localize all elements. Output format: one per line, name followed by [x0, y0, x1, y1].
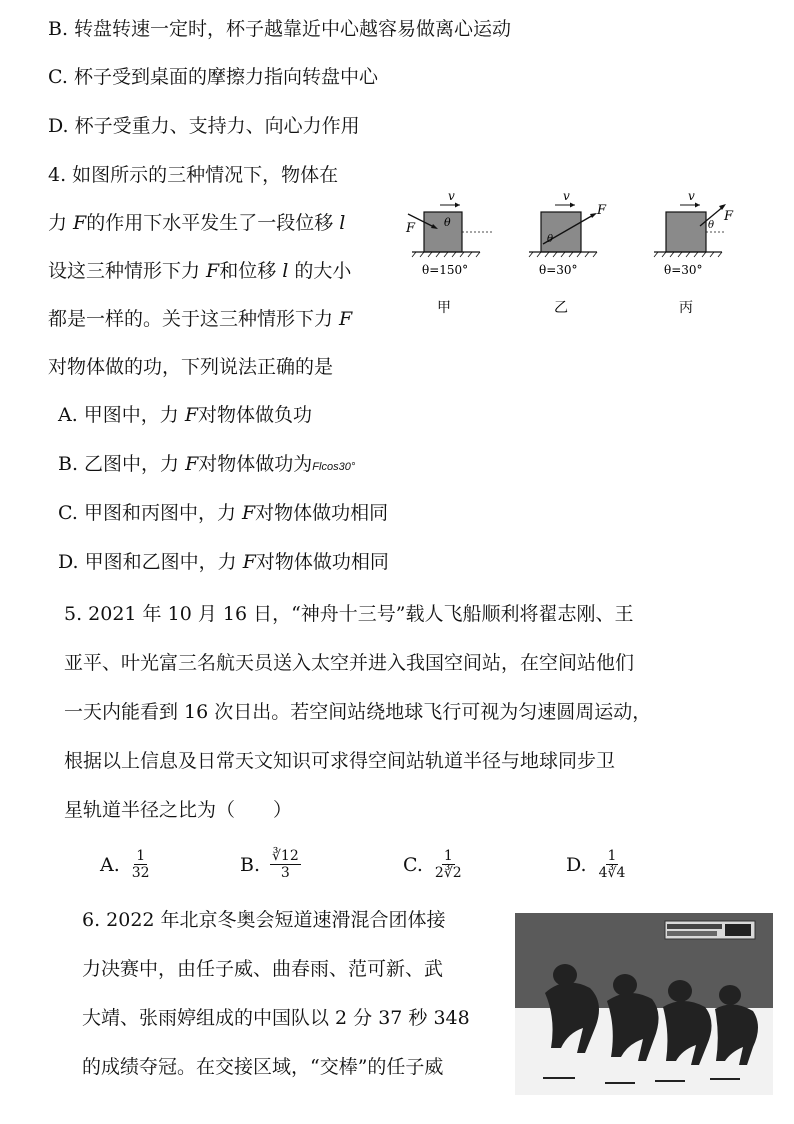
denominator: 3: [280, 865, 290, 882]
velocity-label: v: [563, 189, 570, 203]
fraction: [130, 848, 152, 881]
q6-line-4: 的成绩夺冠。在交接区域，“交棒”的任子威: [82, 1056, 444, 1078]
force-symbol: F: [206, 260, 220, 282]
q6-line-3: 大靖、张雨婷组成的中国队以 2 分 37 秒 348: [82, 1007, 470, 1029]
q5-option-a: [100, 848, 152, 881]
fraction: [597, 848, 628, 881]
force-label: F: [724, 209, 734, 224]
force-label: F: [406, 221, 416, 236]
q4-text: 和位移: [219, 260, 283, 282]
option-text: C. 甲图和丙图中，力: [58, 502, 242, 524]
q4-text: 设这三种情形下力: [48, 260, 207, 282]
diagram-caption: 甲: [437, 300, 451, 316]
option-letter: C.: [403, 853, 423, 876]
q4-text: 力: [48, 212, 74, 234]
q5-line-4: 根据以上信息及日常天文知识可求得空间站轨道半径与地球同步卫: [64, 750, 616, 772]
option-text: 对物体做功相同: [255, 502, 389, 524]
diagram-jia: [405, 189, 492, 316]
velocity-label: v: [688, 189, 695, 203]
option-c-text: C. 杯子受到桌面的摩擦力指向转盘中心: [48, 66, 378, 88]
angle-label: θ=30°: [664, 263, 703, 277]
option-text: D. 甲图和乙图中，力: [58, 551, 243, 573]
q6-line-2: 力决赛中，由任子威、曲春雨、范可新、武: [82, 958, 444, 980]
fraction: [433, 848, 464, 881]
option-text: 对物体做功相同: [255, 551, 389, 573]
block: [541, 212, 581, 252]
force-symbol: F: [185, 453, 199, 475]
q4-text: 都是一样的。关于这三种情形下力: [48, 308, 340, 330]
diagram-caption: 乙: [554, 300, 568, 316]
q5-option-b: [240, 848, 301, 881]
force-symbol: F: [339, 308, 353, 330]
speed-skating-photo: [515, 913, 773, 1095]
q5-line-2: 亚平、叶光富三名航天员送入太空并进入我国空间站，在空间站他们: [64, 652, 635, 674]
q4-line-4: [48, 310, 352, 329]
option-letter: D.: [566, 853, 587, 876]
q4-line-1: 4. 如图所示的三种情况下，物体在: [48, 164, 339, 186]
theta-label: θ: [444, 216, 451, 229]
angle-label: θ=30°: [539, 263, 578, 277]
force-symbol: F: [184, 404, 199, 426]
denominator: 32: [131, 865, 150, 882]
option-text: 对物体做功为: [198, 453, 313, 475]
q5-option-d: [566, 848, 627, 881]
theta-label: θ: [547, 234, 554, 245]
q6-line-1: 6. 2022 年北京冬奥会短道速滑混合团体接: [82, 909, 446, 931]
q5-line-3: 一天内能看到 16 次日出。若空间站绕地球飞行可视为匀速圆周运动，: [64, 701, 652, 723]
velocity-label: v: [448, 189, 455, 203]
diagram-bing: [654, 189, 734, 316]
numerator: 1: [443, 848, 453, 864]
block: [666, 212, 706, 252]
fraction: [270, 848, 301, 881]
q4-line-5: 对物体做的功，下列说法正确的是: [48, 356, 334, 378]
numerator: 1: [607, 848, 617, 864]
q4-line-3: [48, 262, 351, 281]
denominator: 4∛4: [598, 865, 626, 882]
force-diagrams: [400, 188, 760, 318]
denominator: 2∛2: [434, 865, 462, 882]
q5-line-1: 5. 2021 年 10 月 16 日，“神舟十三号”载人飞船顺利将翟志刚、王: [64, 603, 634, 625]
option-text: A. 甲图中，力: [58, 404, 185, 426]
option-letter: A.: [100, 853, 120, 876]
q4-option-b: [58, 455, 355, 474]
numerator: 1: [136, 848, 146, 864]
q4-text: 的作用下水平发生了一段位移: [86, 212, 340, 234]
diagram-yi: [529, 189, 607, 316]
force-label: F: [597, 203, 607, 218]
numerator: ∛12: [272, 848, 299, 864]
q4-line-2: [48, 214, 345, 233]
work-expression: Flcos30°: [312, 461, 356, 473]
option-letter: B.: [240, 853, 261, 876]
option-text: 对物体做负功: [198, 404, 313, 426]
diagram-caption: 丙: [679, 300, 693, 316]
angle-label: θ=150°: [422, 263, 469, 277]
force-symbol: F: [241, 502, 256, 524]
option-b-text: B. 转盘转速一定时，杯子越靠近中心越容易做离心运动: [48, 18, 512, 40]
q4-option-a: [58, 406, 312, 425]
force-arrow: [590, 213, 597, 218]
q4-option-d: [58, 553, 389, 572]
q5-line-5: 星轨道半径之比为（ ）: [64, 799, 293, 821]
force-symbol: F: [242, 551, 256, 573]
q4-option-c: [58, 504, 388, 523]
force-symbol: F: [73, 212, 87, 234]
option-text: B. 乙图中，力: [58, 453, 186, 475]
q4-text: 的大小: [288, 260, 352, 282]
theta-label: θ: [708, 220, 715, 231]
displacement-symbol: l: [339, 212, 346, 234]
q5-option-c: [403, 848, 464, 881]
block: [424, 212, 462, 252]
displacement-symbol: l: [282, 260, 289, 282]
option-d-text: D. 杯子受重力、支持力、向心力作用: [48, 115, 360, 137]
